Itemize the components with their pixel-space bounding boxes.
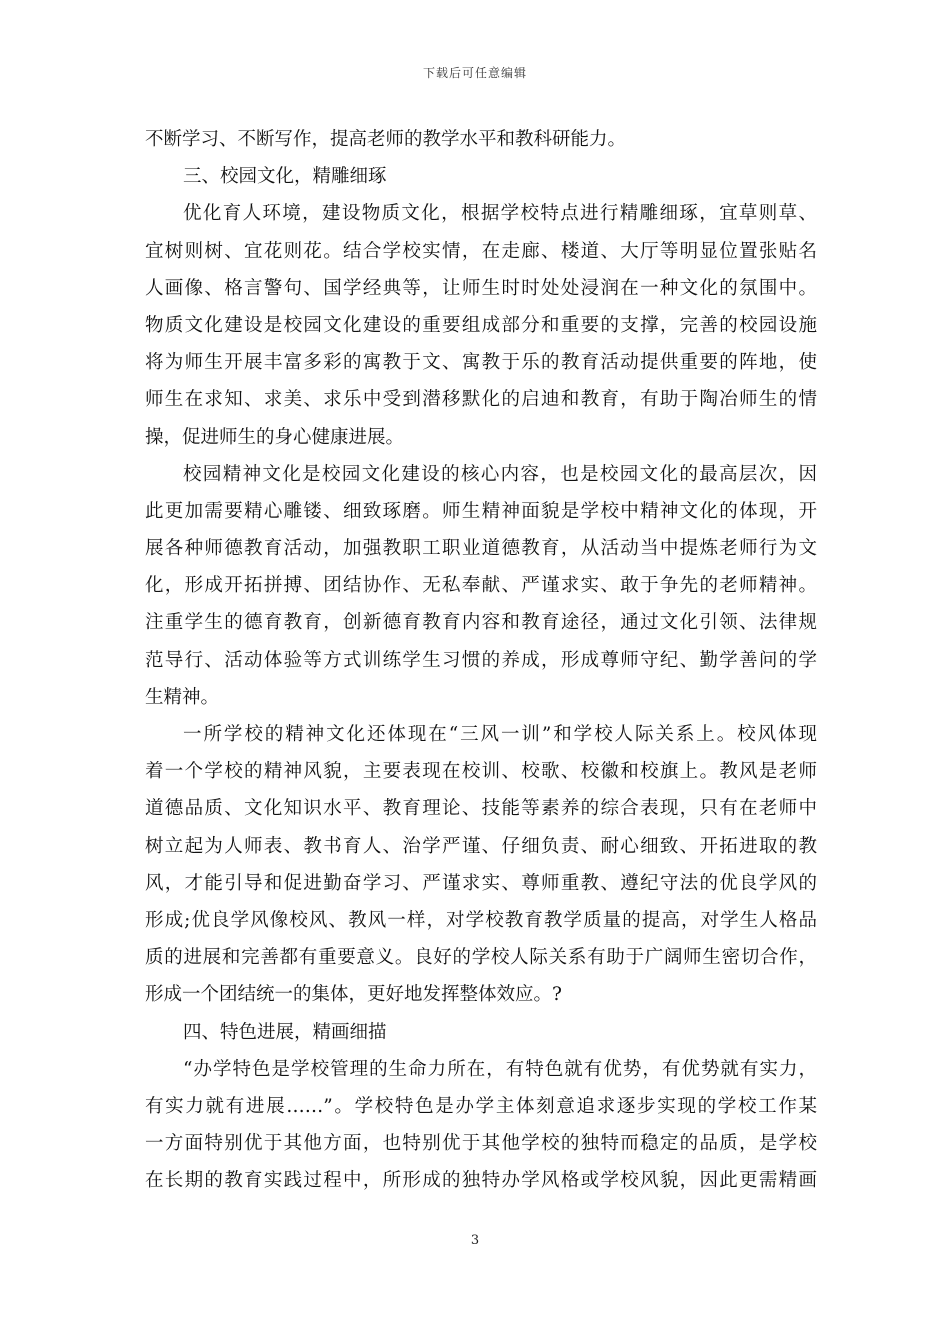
- text-line: 树立起为人师表、教书育人、治学严谨、仔细负责、耐心细致、开拓进取的教: [145, 835, 817, 857]
- page-header: 下载后可任意编辑: [422, 66, 527, 80]
- text-line: 人画像、格言警句、国学经典等，让师生时时处处浸润在一种文化的氛围中。: [145, 277, 817, 299]
- text-line: 有实力就有进展……”。学校特色是办学主体刻意追求逐步实现的学校工作某: [145, 1095, 817, 1117]
- text-line: 质的进展和完善都有重要意义。良好的学校人际关系有助于广阔师生密切合作，: [145, 947, 817, 969]
- text-line: 操，促进师生的身心健康进展。: [145, 426, 405, 448]
- text-line: 三、校园文化，精雕细琢: [183, 166, 387, 188]
- text-line: 宜树则树、宜花则花。结合学校实情，在走廊、楼道、大厅等明显位置张贴名: [145, 240, 817, 262]
- text-line: 道德品质、文化知识水平、教育理论、技能等素养的综合表现，只有在老师中: [145, 798, 817, 820]
- text-line: 四、特色进展，精画细描: [183, 1021, 387, 1043]
- text-line: 不断学习、不断写作，提高老师的教学水平和教科研能力。: [145, 129, 627, 150]
- text-line: 一方面特别优于其他方面，也特别优于其他学校的独特而稳定的品质，是学校: [145, 1133, 817, 1155]
- text-line: 注重学生的德育教育，创新德育教育内容和教育途径，通过文化引领、法律规: [145, 612, 817, 634]
- document-body: [145, 121, 817, 1199]
- text-line: “办学特色是学校管理的生命力所在，有特色就有优势，有优势就有实力，: [183, 1058, 817, 1080]
- page-number: 3: [470, 1233, 480, 1248]
- text-line: 化，形成开拓拼搏、团结协作、无私奉献、严谨求实、敢于争先的老师精神。: [145, 575, 817, 597]
- text-line: 展各种师德教育活动，加强教职工职业道德教育，从活动当中提炼老师行为文: [145, 538, 817, 560]
- text-line: 着一个学校的精神风貌，主要表现在校训、校歌、校徽和校旗上。教风是老师: [145, 761, 817, 783]
- text-line: 师生在求知、求美、求乐中受到潜移默化的启迪和教育，有助于陶冶师生的情: [145, 389, 817, 411]
- text-line: 优化育人环境，建设物质文化，根据学校特点进行精雕细琢，宜草则草、: [183, 203, 817, 225]
- text-line: 此更加需要精心雕镂、细致琢磨。师生精神面貌是学校中精神文化的体现，开: [145, 500, 817, 522]
- text-line: 风，才能引导和促进勤奋学习、严谨求实、尊师重教、遵纪守法的优良学风的: [145, 872, 817, 894]
- text-line: 生精神。: [145, 686, 220, 708]
- text-line: 形成;优良学风像校风、教风一样，对学校教育教学质量的提高，对学生人格品: [145, 909, 817, 931]
- text-line: 校园精神文化是校园文化建设的核心内容，也是校园文化的最高层次，因: [183, 463, 817, 485]
- text-line: 将为师生开展丰富多彩的寓教于文、寓教于乐的教育活动提供重要的阵地，使: [145, 352, 817, 374]
- text-line: 在长期的教育实践过程中，所形成的独特办学风格或学校风貌，因此更需精画: [145, 1170, 817, 1192]
- text-line: 形成一个团结统一的集体，更好地发挥整体效应。?: [145, 984, 562, 1006]
- text-line: 范导行、活动体验等方式训练学生习惯的养成，形成尊师守纪、勤学善问的学: [145, 649, 817, 671]
- text-line: 物质文化建设是校园文化建设的重要组成部分和重要的支撑，完善的校园设施: [145, 314, 817, 336]
- text-line: 一所学校的精神文化还体现在“三风一训”和学校人际关系上。校风体现: [183, 724, 817, 745]
